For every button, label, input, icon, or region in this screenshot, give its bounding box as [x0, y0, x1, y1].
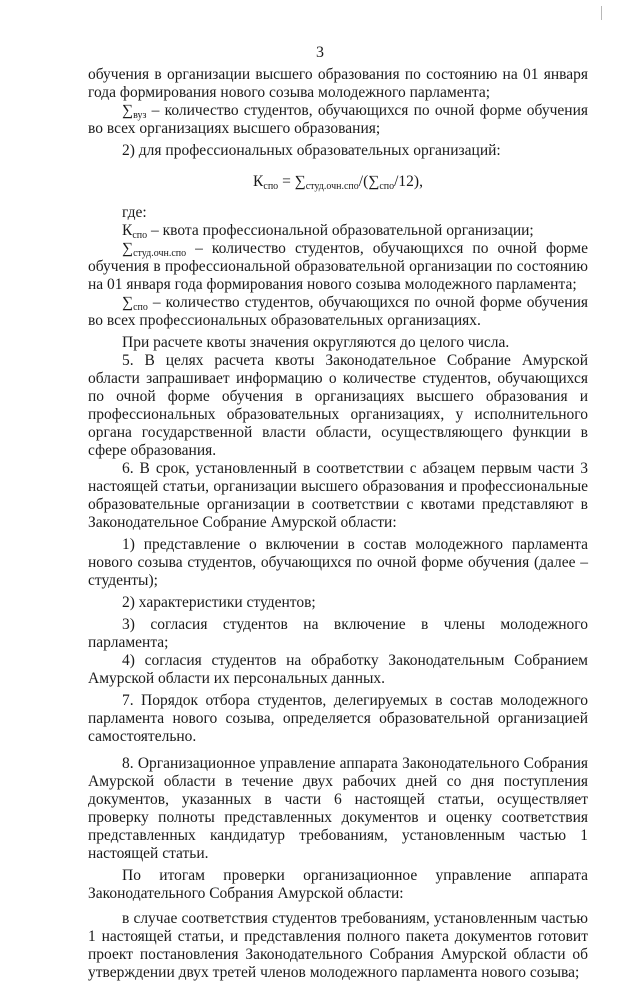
- rounding-note: При расчете квоты значения округляются до целого числа.: [122, 334, 510, 351]
- item-6: 6. В срок, установленный в соответствии с абзацем первым части 3 настоящей статьи, организации высшего образования и профессиональные образовательные организации в соответствии с квотами представляют в Законодательное Собрание Амурской области:: [88, 460, 588, 531]
- item-9: По итогам проверки организационное управление аппарата Законодательного Собрания Амурской области:: [88, 867, 588, 902]
- formula-end: /12),: [394, 173, 423, 190]
- formula-sum2-subscript: спо: [379, 181, 395, 192]
- paragraph-spo-heading: 2) для профессиональных образовательных организаций:: [122, 142, 501, 159]
- definition-sum-stud: [88, 240, 588, 294]
- item-6-4: 4) согласия студентов на обработку Законодательным Собранием Амурской области их персональных данных.: [88, 652, 588, 687]
- item-5: 5. В целях расчета квоты Законодательное Собрание Амурской области запрашивает информацию о количестве студентов, обучающихся по очной форме обучения в организациях высшего образования и профессиональных образовательных организациях, у исполнительного органа государственной власти области, осуществляющего функции в сфере образования.: [88, 352, 588, 459]
- sum-symbol: ∑: [122, 240, 134, 257]
- document-body: [88, 66, 588, 982]
- item-9-1: в случае соответствия студентов требованиям, установленным частью 1 настоящей статьи, и представления полного пакета документов готовит проект постановления Законодательного Собрания Амурской области об утверждении двух третей членов молодежного парламента нового созыва;: [88, 910, 588, 981]
- k-subscript: спо: [132, 230, 148, 241]
- definition-sum-spo: [88, 294, 588, 330]
- sum-symbol: ∑: [122, 102, 134, 119]
- sum-subscript: студ.очн.спо: [133, 248, 187, 259]
- item-8: 8. Организационное управление аппарата Законодательного Собрания Амурской области в течение двух рабочих дней со дня поступления документов, указанных в части 6 настоящей статьи, осуществляет проверку полноты представленных документов и оценку соответствия представленных кандидатур требованиям, установленным частью 1 настоящей статьи.: [88, 755, 588, 862]
- definition-text: – количество студентов, обучающихся по очной форме обучения во всех организациях высшего образования;: [88, 102, 588, 137]
- definition-text: – квота профессиональной образовательной организации;: [147, 222, 534, 239]
- item-6-1: 1) представление о включении в состав молодежного парламента нового созыва студентов, обучающихся по очной форме обучения (далее – студенты);: [88, 536, 588, 589]
- page-number: 3: [316, 44, 324, 61]
- quota-formula: [88, 173, 588, 191]
- definition-k-spo: [88, 222, 588, 240]
- k-symbol: К: [122, 222, 133, 239]
- definition-sum-vuz: [88, 102, 588, 138]
- sum-subscript: спо: [133, 302, 148, 313]
- scan-margin-mark: [598, 6, 605, 20]
- formula-sum-subscript: студ.очн.спо: [305, 181, 359, 192]
- where-label: где:: [122, 204, 147, 221]
- item-6-2: 2) характеристики студентов;: [122, 594, 316, 611]
- sum-symbol: ∑: [122, 294, 134, 311]
- formula-equals-sum: = ∑: [278, 173, 306, 190]
- formula-k: К: [253, 173, 264, 190]
- paragraph-continuation: обучения в организации высшего образования по состоянию на 01 января года формирования нового созыва молодежного парламента;: [88, 66, 588, 101]
- formula-divide-sum: /(∑: [358, 173, 380, 190]
- item-7: 7. Порядок отбора студентов, делегируемых в состав молодежного парламента нового созыва, определяется образовательной организацией самостоятельно.: [88, 692, 588, 745]
- item-6-3: 3) согласия студентов на включение в члены молодежного парламента;: [88, 616, 588, 651]
- definition-text: – количество студентов, обучающихся по очной форме обучения во всех профессиональных образовательных организациях.: [88, 294, 588, 329]
- definition-text: – количество студентов, обучающихся по очной форме обучения в профессиональной образовательной организации по состоянию на 01 января года формирования нового созыва молодежного парламента;: [88, 240, 588, 293]
- sum-subscript: вуз: [133, 110, 147, 121]
- formula-k-subscript: спо: [263, 181, 279, 192]
